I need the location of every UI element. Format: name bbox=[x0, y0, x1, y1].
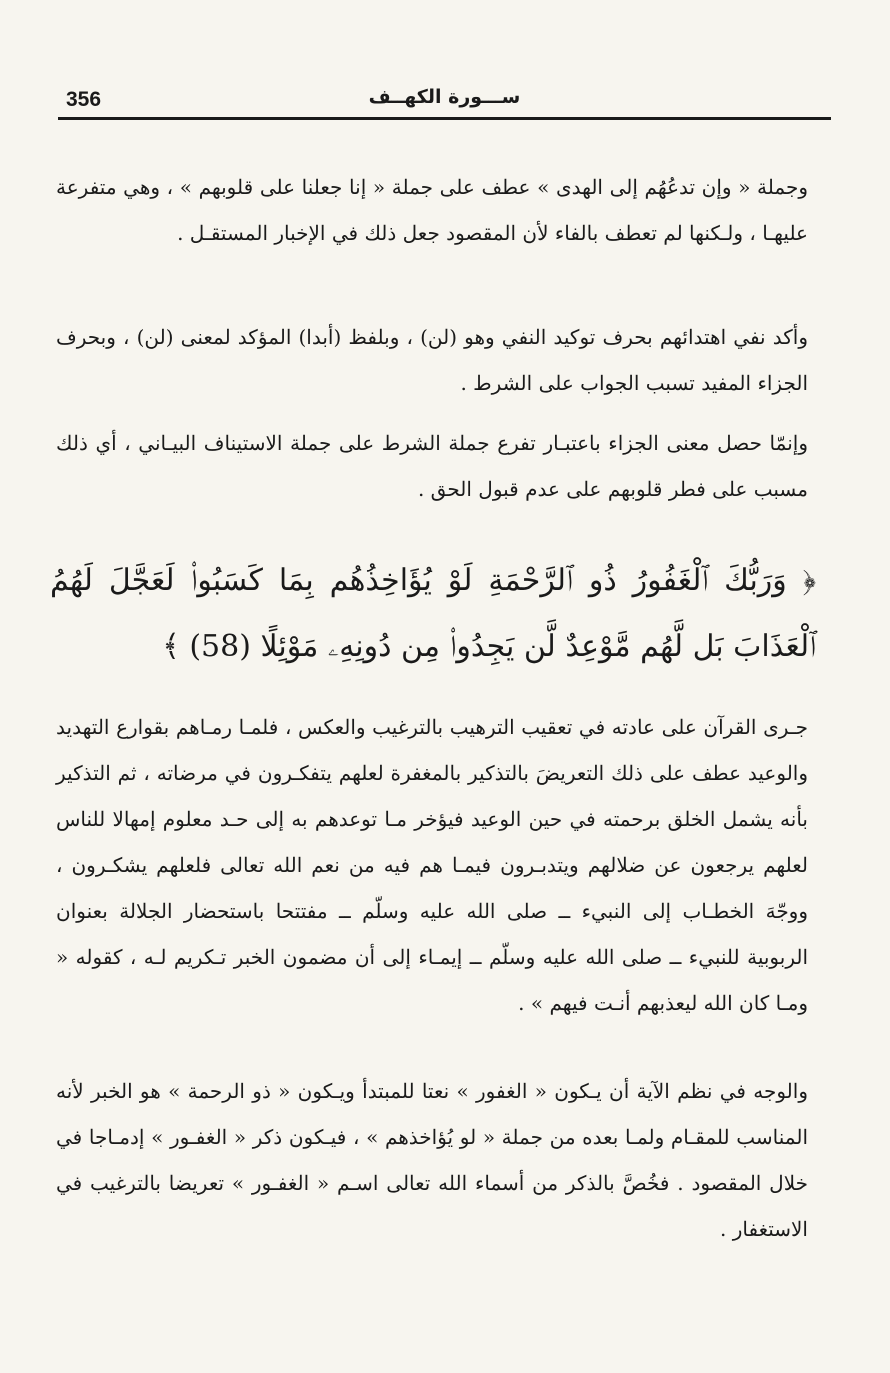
page-header bbox=[58, 78, 831, 116]
paragraph-2: وأكد نفي اهتدائهم بحرف توكيد النفي وهو (لن) ، وبلفظ (أبدا) المؤكد لمعنى (لن) ، وبحرف الجزاء المفيد تسبب الجواب على الشرط . bbox=[56, 325, 808, 395]
page-number: 356 bbox=[66, 88, 102, 111]
paragraph-4: جـرى القرآن على عادته في تعقيب الترهيب بالترغيب والعكس ، فلمـا رمـاهم بقوارع التهديد والوعيد عطف على ذلك التعريضَ بالتذكير بالمغفرة لعلهم يتفكـرون في مرضاته ، ثم التذكير بأنه يشمل الخلق برحمته في حين الوعيد فيؤخر مـا توعدهم به إلى حـد معلوم إمهالا للناس لعلهم يرجعون عن ضلالهم ويتدبـرون فيمـا هم فيه من نعم الله تعالى فلعلهم يشكـرون ، ووجّهَ الخطـاب إلى النبيء ــ صلى الله عليه وسلّم ــ مفتتحا باستحضار الجلالة بعنوان الربوبية للنبيء ــ صلى الله عليه وسلّم ــ إيمـاء إلى أن مضمون الخبر تـكريم لـه ، كقوله « ومـا كان الله ليعذبهم أنـت فيهم » . bbox=[56, 715, 808, 1015]
paragraph-5: والوجه في نظم الآية أن يـكون « الغفور » نعتا للمبتدأ ويـكون « ذو الرحمة » هو الخبر لأنه المناسب للمقـام ولمـا بعده من جملة « لو يُؤاخذهم » ، فيـكون ذكر « الغفـور » إدمـاجا في خلال المقصود . فخُصَّ بالذكر من أسماء الله تعالى اسـم « الغفـور » تعريضا بالترغيب في الاستغفار . bbox=[56, 1079, 808, 1241]
paragraph-3: وإنمّا حصل معنى الجزاء باعتبـار تفرع جملة الشرط على جملة الاستيناف البيـاني ، أي ذلك مسبب على فطر قلوبهم على عدم قبول الحق . bbox=[56, 431, 808, 501]
paragraph-1: وجملة « وإن تدعُهُم إلى الهدى » عطف على جملة « إنا جعلنا على قلوبهم » ، وهي متفرعة عليهـا ، ولـكنها لم تعطف بالفاء لأن المقصود جعل ذلك في الإخبار المستقـل . bbox=[56, 175, 808, 245]
quran-verse: ﴿ وَرَبُّكَ ٱلْغَفُورُ ذُو ٱلرَّحْمَةِ لَوْ يُؤَاخِذُهُم بِمَا كَسَبُوا۟ لَعَجَّلَ لَهُمُ ٱلْعَذَابَ بَل لَّهُم مَّوْعِدٌ لَّن يَجِدُوا۟ مِن دُونِهِۦ مَوْئِلًا (58) ﴾ bbox=[50, 563, 816, 664]
surah-title: ســـورة الكهــف bbox=[368, 86, 521, 108]
header-divider bbox=[58, 117, 831, 120]
